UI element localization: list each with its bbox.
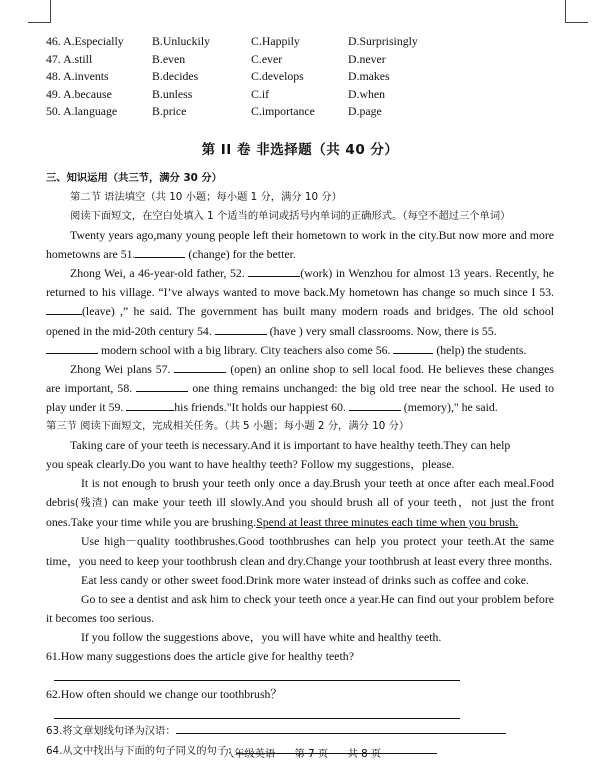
option-number: 48. bbox=[46, 69, 61, 84]
section-heading: 三、知识运用（共三节，满分 30 分） bbox=[46, 171, 222, 184]
question-61: 61.How many suggestions does the article give for healthy teeth? bbox=[46, 649, 354, 664]
reading-paragraph-1-cont: you speak clearly.Do you want to have healthy teeth? Follow my suggestions，please. bbox=[46, 457, 455, 472]
passage-paragraph-3: Zhong Wei plans 57. (open) an online shop to sell local food. He believes these changes are important, 58. one thing remains unchanged: the big old tree near the school. He used to play under it 59. his friends."It holds our happiest 60. (memory)," he said. bbox=[46, 361, 555, 414]
reading-paragraph-5: Go to see a dentist and ask him to check your teeth once a year.He can find out your problem before it becomes too serious. bbox=[46, 591, 554, 625]
blank-55[interactable] bbox=[46, 342, 98, 354]
question-64: 64.从文中找出与下面的句子同义的句子： bbox=[46, 741, 554, 761]
option-d: D.Surprisingly bbox=[348, 34, 418, 48]
option-row-49 bbox=[46, 86, 554, 104]
answer-line-62[interactable] bbox=[54, 704, 460, 719]
footer-page: 第 7 页 bbox=[294, 748, 329, 760]
crop-mark-right bbox=[565, 0, 588, 23]
reading-paragraph-2: It is not enough to brush your teeth only once a day.Brush your teeth at once after each meal.Food debris(残渣) can make your teeth ill slowly.And you should brush all of your teeth，not just the front ones.Take your time while you are brushing.Spend at least three minutes each time when you brush. bbox=[46, 476, 554, 530]
option-b: B.decides bbox=[152, 69, 199, 84]
blank-51[interactable] bbox=[135, 246, 185, 258]
option-b: B.price bbox=[152, 104, 187, 119]
option-d: D.makes bbox=[348, 69, 390, 84]
grammar-fill-instruction: 阅读下面短文，在空白处填入 1 个适当的单词或括号内单词的正确形式。（每空不超过三个单词） bbox=[70, 209, 511, 222]
option-b: B.even bbox=[152, 51, 186, 66]
option-c: C.ever bbox=[251, 51, 283, 66]
reading-task-heading: 第三节 阅读下面短文，完成相关任务。（共 5 小题；每小题 2 分，满分 10 分） bbox=[46, 420, 410, 432]
option-c: C.if bbox=[251, 86, 270, 101]
option-number: 50. bbox=[46, 104, 61, 119]
blank-59[interactable] bbox=[126, 399, 174, 411]
answer-line-63[interactable] bbox=[176, 723, 506, 734]
option-number: 47. bbox=[46, 51, 61, 66]
option-a: A.language bbox=[63, 104, 118, 119]
option-c: C.develops bbox=[251, 69, 304, 84]
footer-subject: 八年级英语 bbox=[223, 748, 276, 760]
option-a: A.still bbox=[63, 51, 93, 66]
answer-line-61[interactable] bbox=[54, 666, 460, 681]
blank-52[interactable] bbox=[248, 265, 300, 277]
option-d: D.never bbox=[348, 51, 386, 66]
blank-56[interactable] bbox=[393, 342, 433, 354]
passage-paragraph-1: Twenty years ago,many young people left their hometown to work in the city.But now more and more hometowns are 51. (change) for the better. bbox=[46, 228, 554, 262]
options-block bbox=[46, 33, 554, 121]
option-a: A.invents bbox=[63, 69, 109, 84]
reading-paragraph-6: If you follow the suggestions above，you will have white and healthy teeth. bbox=[81, 629, 442, 644]
passage-paragraph-2: Zhong Wei, a 46-year-old father, 52. (work) in Wenzhou for almost 13 years. Recently, he returned to his village. “I’ve always wanted to move back.My hometown has change so much since I 53.(leave) ,” he said. The government has built many modern roads and bridges. The old school opened in the mid-20th century 54. (have ) very small classrooms. Now, there is 55. modern school with a big library. City teachers also come 56. (help) the students. bbox=[46, 266, 554, 357]
blank-58[interactable] bbox=[136, 380, 188, 392]
blank-60[interactable] bbox=[349, 399, 401, 411]
option-row-50 bbox=[46, 103, 554, 121]
option-row-48 bbox=[46, 68, 554, 86]
option-a: A.Especially bbox=[63, 34, 124, 48]
blank-54[interactable] bbox=[215, 323, 267, 335]
reading-paragraph-1: Taking care of your teeth is necessary.And it is important to have healthy teeth.They can help bbox=[70, 438, 511, 452]
option-d: D.when bbox=[348, 86, 386, 101]
blank-57[interactable] bbox=[174, 361, 226, 373]
reading-paragraph-4: Eat less candy or other sweet food.Drink more water instead of drinks such as coffee and coke. bbox=[81, 572, 529, 587]
option-row-46 bbox=[46, 33, 554, 51]
grammar-fill-heading: 第二节 语法填空（共 10 小题；每小题 1 分，满分 10 分） bbox=[70, 190, 342, 203]
question-62: 62.How often should we change our toothbrush？ bbox=[46, 687, 283, 702]
option-a: A.because bbox=[63, 86, 112, 101]
option-number: 46. bbox=[46, 34, 61, 48]
footer-total: 共 8 页 bbox=[347, 748, 382, 760]
option-row-47 bbox=[46, 51, 554, 69]
underlined-sentence: Spend at least three minutes each time when you brush. bbox=[256, 515, 519, 530]
page-footer bbox=[0, 745, 605, 760]
option-c: C.importance bbox=[251, 104, 315, 119]
question-63: 63.将文章划线句译为汉语： bbox=[46, 721, 554, 741]
option-d: D.page bbox=[348, 104, 382, 119]
option-number: 49. bbox=[46, 86, 61, 101]
option-b: B.Unluckily bbox=[152, 34, 210, 48]
option-c: C.Happily bbox=[251, 34, 300, 48]
blank-53[interactable] bbox=[46, 303, 82, 315]
part-title: 第 II 卷 非选择题（共 40 分） bbox=[201, 141, 399, 158]
crop-mark-left bbox=[28, 0, 51, 23]
reading-paragraph-3: Use high－quality toothbrushes.Good toothbrushes can help you protect your teeth.At the same time，you need to keep your toothbrush clean and dry.Change your toothbrush at least every three months. bbox=[46, 534, 554, 568]
option-b: B.unless bbox=[152, 86, 193, 101]
exam-page bbox=[46, 33, 554, 761]
